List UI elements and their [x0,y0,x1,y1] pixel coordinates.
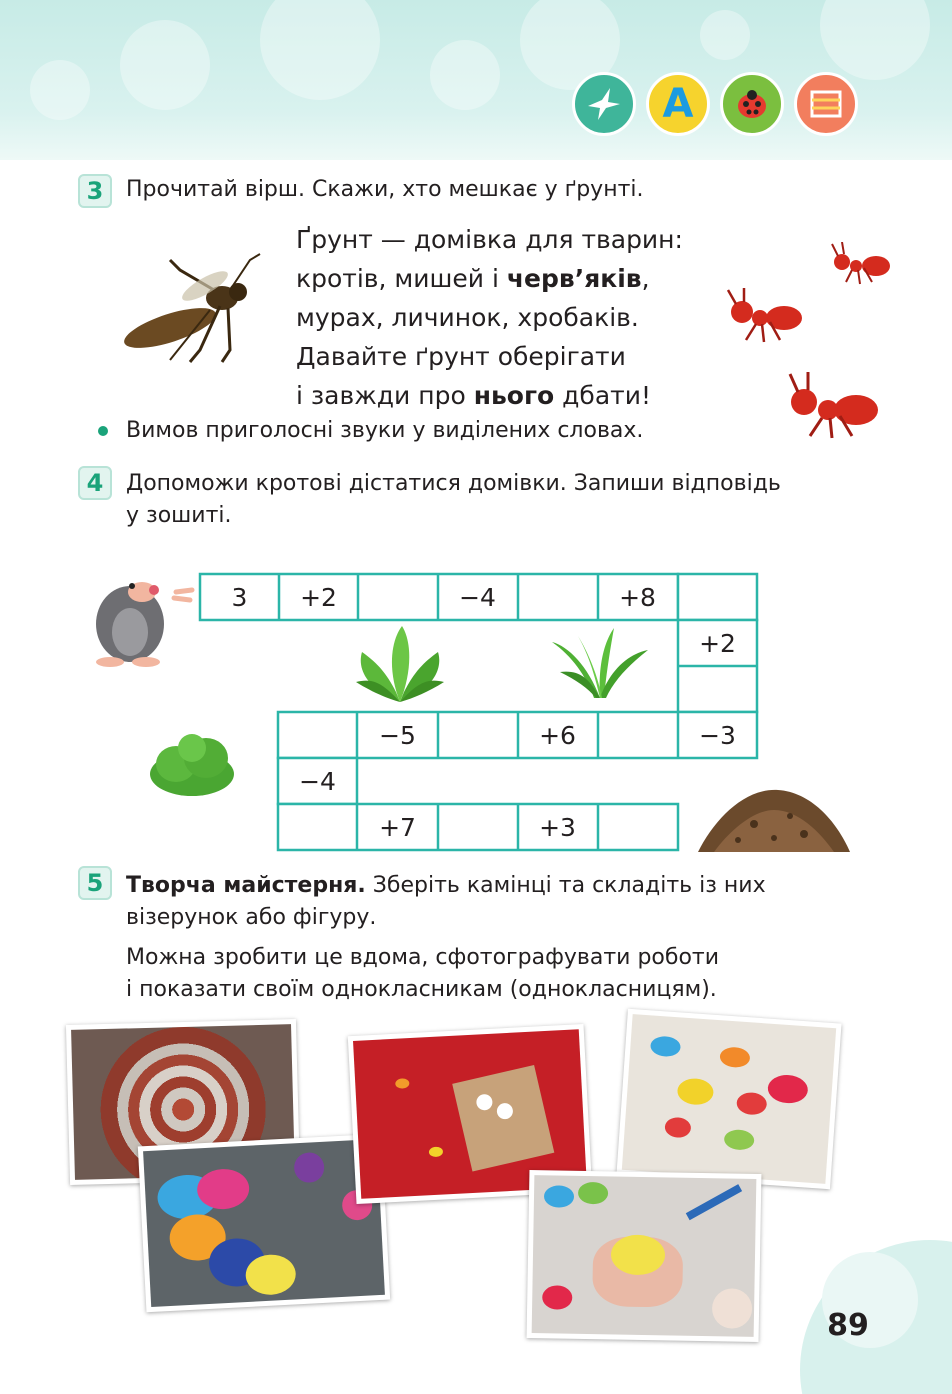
task-number-4: 4 [78,466,112,500]
poem-line-3: мурах, личинок, хробаків. [296,303,639,332]
page-corner-decoration [760,1180,952,1394]
task3-instruction: Прочитай вірш. Скажи, хто мешкає у ґрунті. [126,177,644,202]
grass-illustration [548,626,652,700]
maze-cell: +7 [379,812,416,842]
task3-bullet: Вимов приголосні звуки у виділених словах. [126,418,644,443]
poem-line-1: Ґрунт — домівка для тварин: [296,225,683,254]
photo-painted-stones [138,1134,390,1313]
task5-intro: Творча майстерня. Зберіть камінці та складіть із них візерунок або фігуру. [126,873,766,930]
poem-line-4: Давайте ґрунт оберігати [296,342,626,371]
maze-cell [678,574,757,620]
maze-cell: +2 [300,582,337,612]
maze-cell [278,712,357,758]
maze-cell [438,712,517,758]
maze-cell [438,804,517,850]
plant-illustration [352,622,448,706]
maze-cell [278,804,357,850]
photo-painting-stone [527,1170,762,1342]
maze-cell [358,574,437,620]
task5-title: Творча майстерня. [126,873,366,898]
photo-stone-fish [616,1009,841,1190]
maze-cell: +3 [539,812,576,842]
maze-cell [518,574,597,620]
maze-cell: −4 [459,582,496,612]
maze-cell: 3 [231,582,248,612]
maze-cell: +6 [539,720,576,750]
maze-cell: −3 [699,720,736,750]
maze-cell: −4 [299,766,336,796]
maze-cell: −5 [379,720,416,750]
letter-a-icon: A [646,72,710,136]
task-number-5: 5 [78,866,112,900]
poem-line-2: кротів, мишей і черв’яків, [296,264,650,293]
maze-cell: +2 [699,628,736,658]
poem-line-5: і завжди про нього дбати! [296,381,652,410]
task-number-3: 3 [78,174,112,208]
maze-cell [678,666,757,712]
maze-cell: +8 [619,582,656,612]
task5-paragraph: Можна зробити це вдома, сфотографувати роботи і показати своїм однокласникам (однокласницям). [126,945,720,1002]
page-number: 89 [827,1307,869,1343]
task4-instruction: Допоможи кротові дістатися домівки. Запиши відповідь у зошиті. [126,471,781,528]
soil-mound-illustration [694,780,854,860]
bush-illustration [146,728,238,800]
maze-cell [598,712,677,758]
